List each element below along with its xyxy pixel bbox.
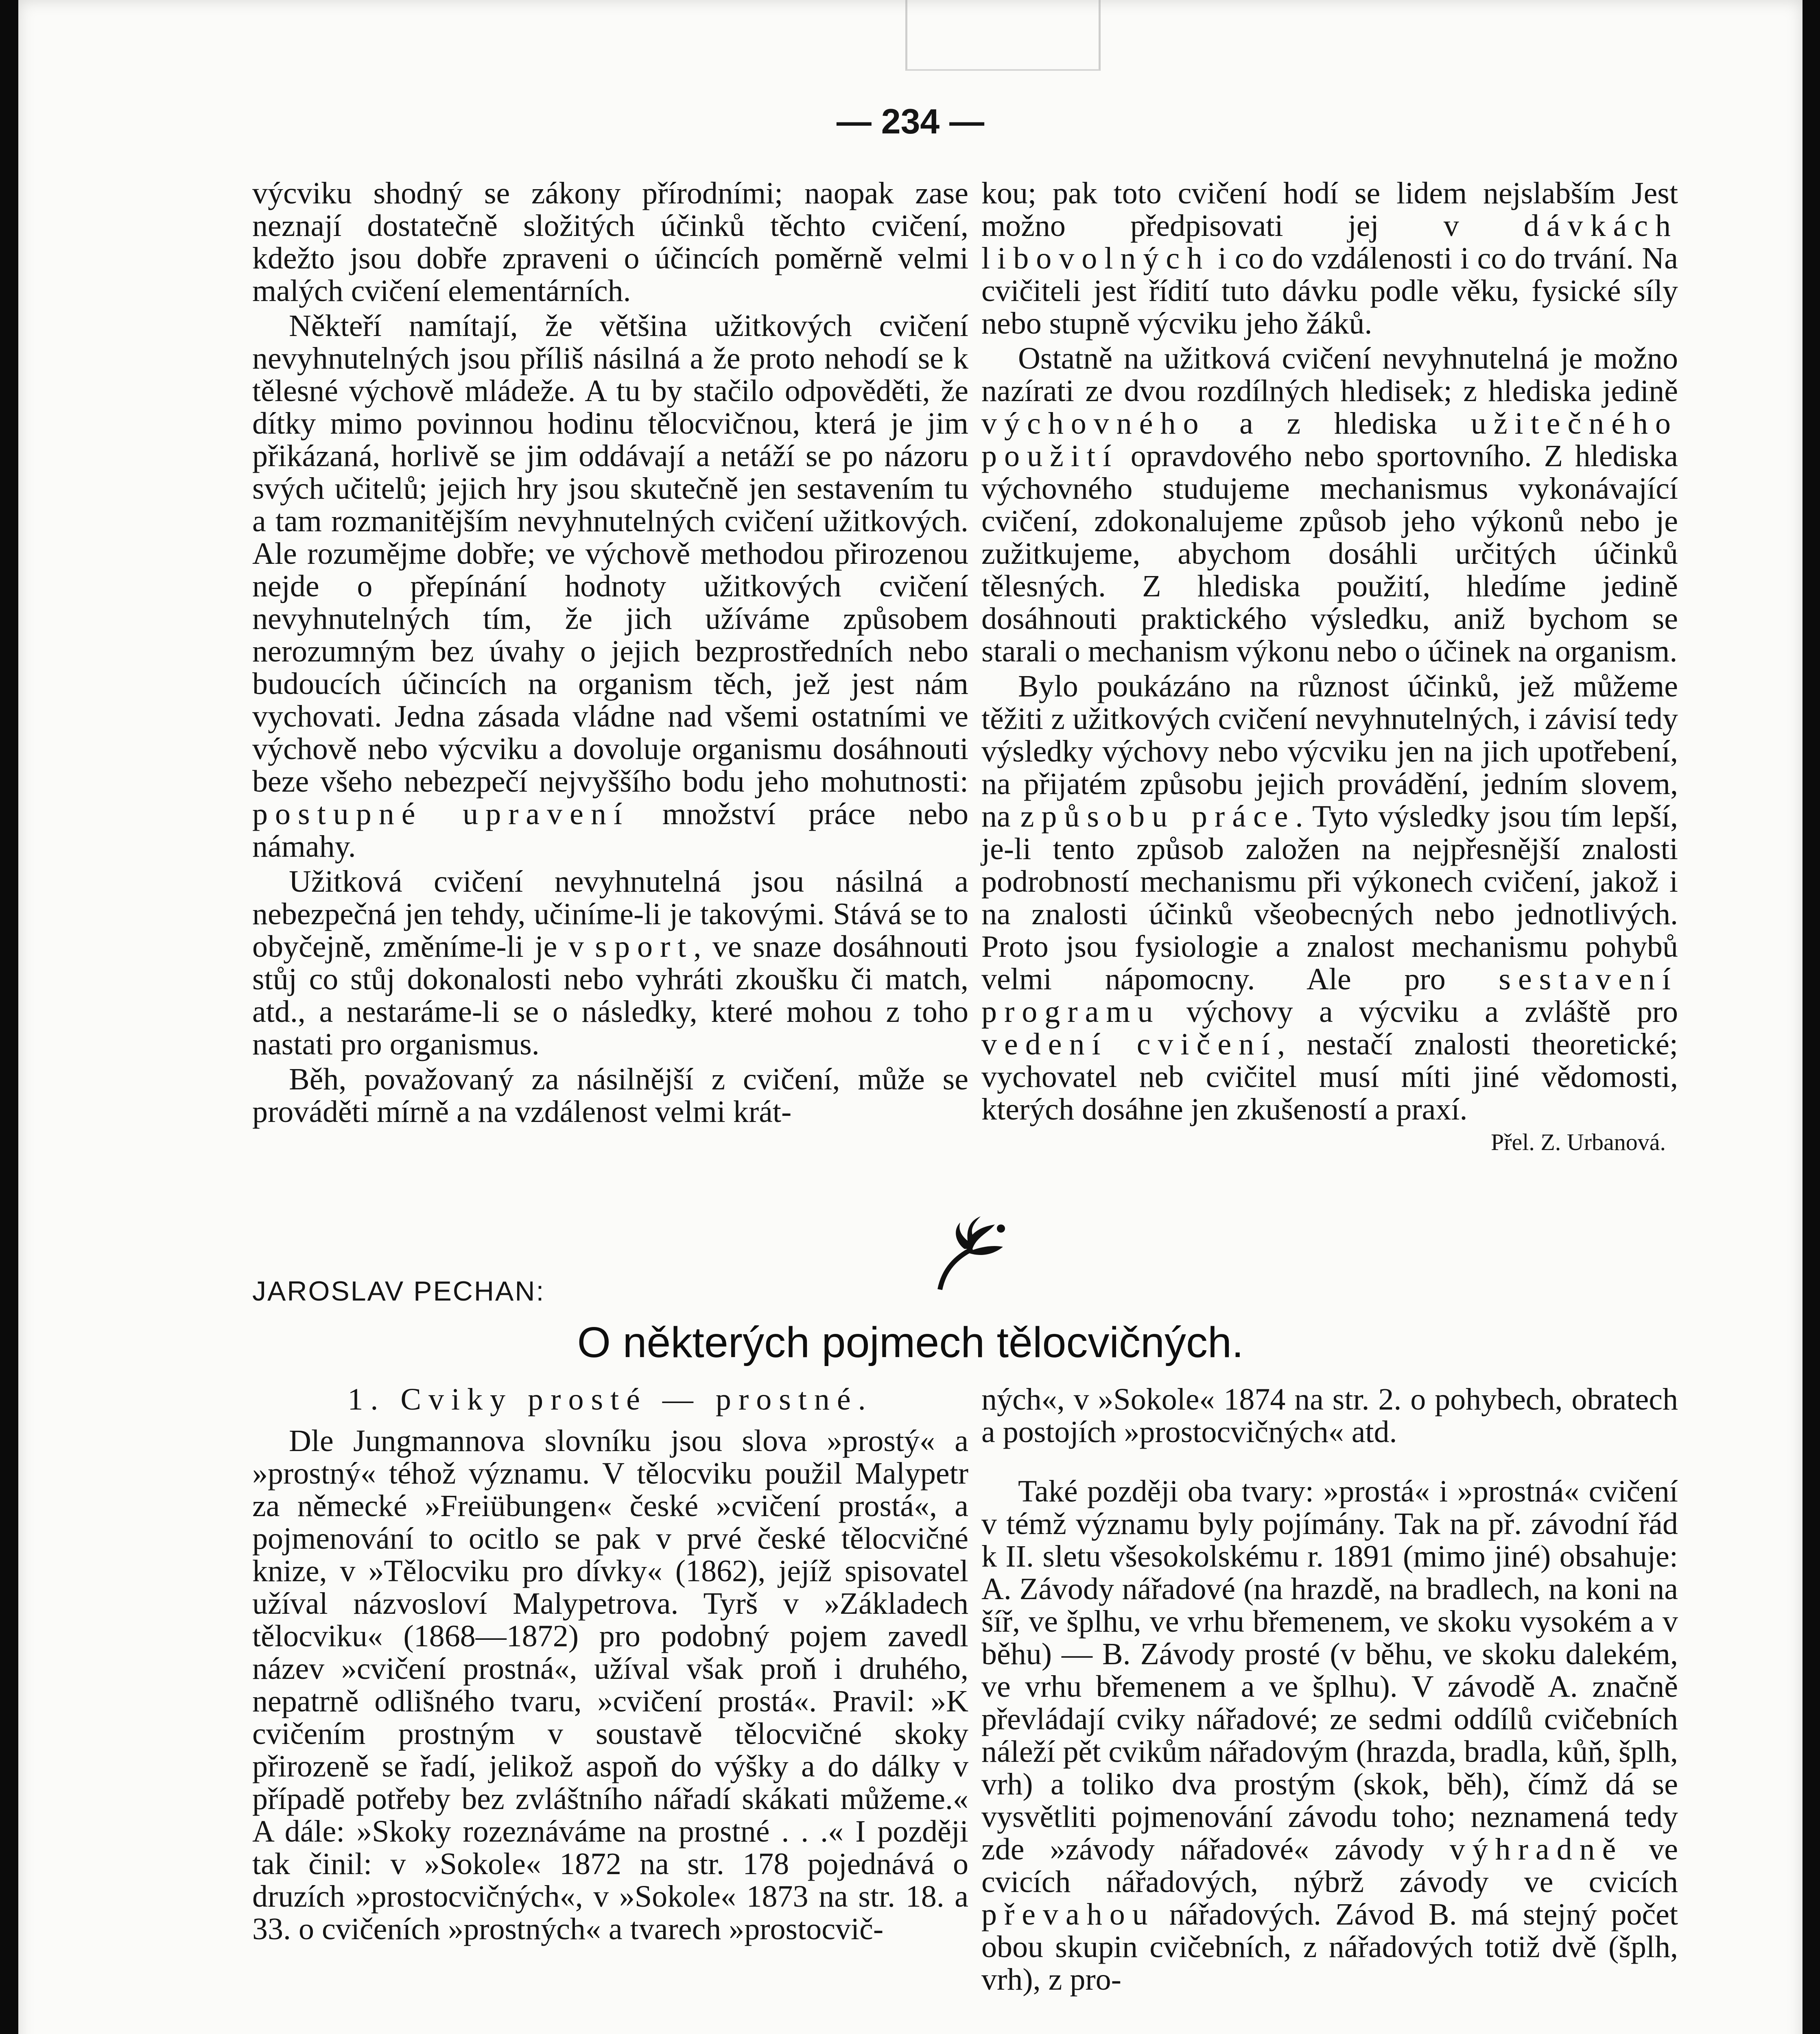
paragraph xyxy=(981,177,1678,340)
spacer xyxy=(981,1451,1678,1475)
text-run: kou; pak toto cvičení hodí se lidem nejslabším Jest možno předpisovati jej v xyxy=(981,176,1678,243)
page-number: — 234 — xyxy=(836,102,985,141)
text-run: Ostatně na užitková cvičení nevyhnutelná je možno nazírati ze dvou rozdílných hledisek; z hlediska jedině xyxy=(981,341,1678,408)
text-run: . Tyto výsledky jsou tím lepší, je-li tento způsob založen na nejpřesnější znalosti podrobností mechanismu při výkonech cvičení, jakož i na znalosti účinků všeobecných nebo jednotlivých. Proto jsou fysiologie a znalost mechanismu pohybů velmi nápomocny. Ale pro xyxy=(981,799,1678,996)
floral-ornament-icon xyxy=(924,1212,1013,1294)
scan-artifact xyxy=(905,0,1101,71)
text-run: výchovy a výcviku a zvláště pro xyxy=(1186,995,1678,1029)
paragraph: ných«, v »Sokole« 1874 na str. 2. o pohybech, obratech a postojích »prostocvičných« atd. xyxy=(981,1382,1678,1449)
paragraph xyxy=(981,342,1678,668)
text-run: Bylo poukázáno na různost účinků, jež můžeme těžiti z užitkových cvičení nevyhnutelných, i závisí tedy výsledky výchovy nebo výcviku jen na jich upotřebení, na přijatém způsobu jejich provádění, jedním slovem, na xyxy=(981,669,1678,834)
spaced-text: sport xyxy=(595,930,694,964)
spaced-text: vedení cvičení xyxy=(981,1027,1278,1061)
spaced-text: převahou xyxy=(981,1897,1155,1931)
article-title: O některých pojmech tělocvičných. xyxy=(577,1318,1244,1366)
text-run: Užitková cvičení nevyhnutelná jsou násilná a nebezpečná jen tehdy, učiníme-li je takovými. Stává se to obyčejně, změníme-li je v xyxy=(252,864,968,964)
paragraph: Dle Jungmannova slovníku jsou slova »prostý« a »prostný« téhož významu. V tělocviku použil Malypetr za německé »Freiübungen« české »cvičení prostá«, a pojmenování to ocitlo se pak v prvé české tělocvičné knize, v »Tělocviku pro dívky« (1862), jejíž spisovatel užíval názvosloví Malypetrova. Tyrš v »Základech tělocviku« (1868—1872) pro podobný pojem zavedl název »cvičení prostná«, užíval však proň i druhého, nepatrně odlišného tvaru, »cvičení prostá«. Pravil: »K cvičením prostným v soustavě tělocvičné skoky přirozeně se řadí, jelikož aspoň do výšky a do dálky v případě potřeby bez zvláštního nářadí skákati můžeme.« A dále: »Skoky rozeznáváme na prostné . . .« I později tak činil: v »Sokole« 1872 na str. 178 pojednává o druzích »prostocvičných«, v »Sokole« 1873 na str. 18. a 33. o cvičeních »prostných« a tvarech »prostocvič- xyxy=(252,1424,968,1946)
paragraph: výcviku shodný se zákony přírodními; naopak zase neznají dostatečně složitých účinků těchto cvičení, kdežto jsou dobře zpraveni o účincích poměrně velmi malých cvičení elementárních. xyxy=(252,176,968,308)
bottom-left-column xyxy=(252,1383,968,1948)
top-right-column xyxy=(981,177,1678,1157)
text-run: Někteří namítají, že většina užitkových cvičení nevyhnutelných jsou příliš násilná a že proto nehodí se k tělesné výchově mládeže. A tu by stačilo odpověděti, že dítky mimo povinnou hodinu tělocvičnou, která je jim přikázaná, horlivě se jim oddávají a netáží se po názoru svých učitelů; jejich hry jsou skutečně jen sestavením tu a tam rozmanitějším nevyhnutelných cvičení užitkových. Ale rozumějme dobře; ve výchově methodou přirozenou nejde o přepínání hodnoty užitkových cvičení nevyhnutelných tím, že jich užíváme způsobem nerozumným bez úvahy o jejich bezprostředních nebo budoucích účincích na organism těch, jež jest nám vychovati. Jedna zásada vládne nad všemi ostatními ve výchově nebo výcviku a dovoluje organismu dosáhnouti beze všeho nebezpečí nejvyššího bodu jeho mohutnosti: xyxy=(252,309,968,799)
translator-credit: Přel. Z. Urbanová. xyxy=(1490,1129,1666,1155)
top-left-column xyxy=(252,177,968,1130)
spaced-text: sestavení programu xyxy=(981,962,1678,1029)
spaced-text: postupné upravení xyxy=(252,797,630,831)
spaced-text: výhradně xyxy=(1449,1832,1623,1866)
text-run: , nestačí znalosti theoretické; vychovatel neb cvičitel musí míti jiné vědomosti, kterých dosáhne jen zkušeností a praxí. xyxy=(981,1027,1678,1126)
text-run: množství práce nebo námahy. xyxy=(252,797,969,864)
text-run: nářadových. Závod B. má stejný počet obou skupin cvičebních, z nářadových totiž dvě (šplh, vrh), z pro- xyxy=(981,1897,1678,1997)
spaced-text: dávkách libovolných xyxy=(981,209,1678,275)
spaced-text: užitečného použití xyxy=(981,406,1678,473)
text-run: i co do vzdálenosti i co do trvání. Na cvičiteli jest řídití tuto dávku podle věku, fysické síly nebo stupně výcviku jeho žáků. xyxy=(981,241,1678,340)
paragraph xyxy=(252,865,968,1061)
page xyxy=(18,0,1803,2034)
spaced-text: výchovného xyxy=(981,406,1206,441)
text-run: Také později oba tvary: »prostá« i »prostná« cvičení v témž významu byly pojímány. Tak na př. závodní řád k II. sletu všesokolskému r. 1891 (mimo jiné) obsahuje: A. Závody nářadové (na hrazdě, na bradlech, na koni na šíř, ve šplhu, ve vrhu břemenem, ve skoku vysokém a v běhu) — B. Závody prosté (v běhu, ve skoku dalekém, ve vrhu břemenem a ve šplhu). V závodě A. značně převládají cviky nářadové; ze sedmi oddílů cvičebních náleží pět cvikům nářadovým (hrazda, bradla, kůň, šplh, vrh) a toliko dva prostým (skok, běh), čímž dá se vysvětliti pojmenování závodu toho; neznamená tedy zde »závody nářadové« závody xyxy=(981,1474,1678,1866)
section-heading-text: 1. Cviky prosté — prostné. xyxy=(347,1382,873,1416)
text-run: ve cvicích nářadových, nýbrž závody ve cvicích xyxy=(981,1832,1678,1899)
paragraph: Běh, považovaný za násilnější z cvičení, může se prováděti mírně a na vzdálenost velmi krát- xyxy=(252,1062,968,1129)
spaced-text: způsobu práce xyxy=(1020,799,1296,834)
text-run: opravdového nebo sportovního. Z hlediska výchovného studujeme mechanismus vykonávající cvičení, zdokonalujeme způsob jeho výkonů nebo je zužitkujeme, abychom dosáhli určitých účinků tělesných. Z hlediska použití, hledíme jedině dosáhnouti praktického výsledku, aniž bychom se starali o mechanism výkonu nebo o účinek na organism. xyxy=(981,439,1678,668)
paragraph xyxy=(981,1475,1678,1996)
section-heading xyxy=(252,1383,968,1416)
text-run: , ve snaze dosáhnouti stůj co stůj dokonalosti nebo vyhráti zkoušku či match, atd., a nestaráme-li se o následky, které mohou z toho nastati pro organismus. xyxy=(252,930,969,1061)
bottom-right-column xyxy=(981,1383,1678,1998)
paragraph xyxy=(981,670,1678,1126)
text-run: a z hlediska xyxy=(1239,406,1438,441)
paragraph xyxy=(252,310,968,863)
article-author: JAROSLAV PECHAN: xyxy=(252,1276,545,1307)
